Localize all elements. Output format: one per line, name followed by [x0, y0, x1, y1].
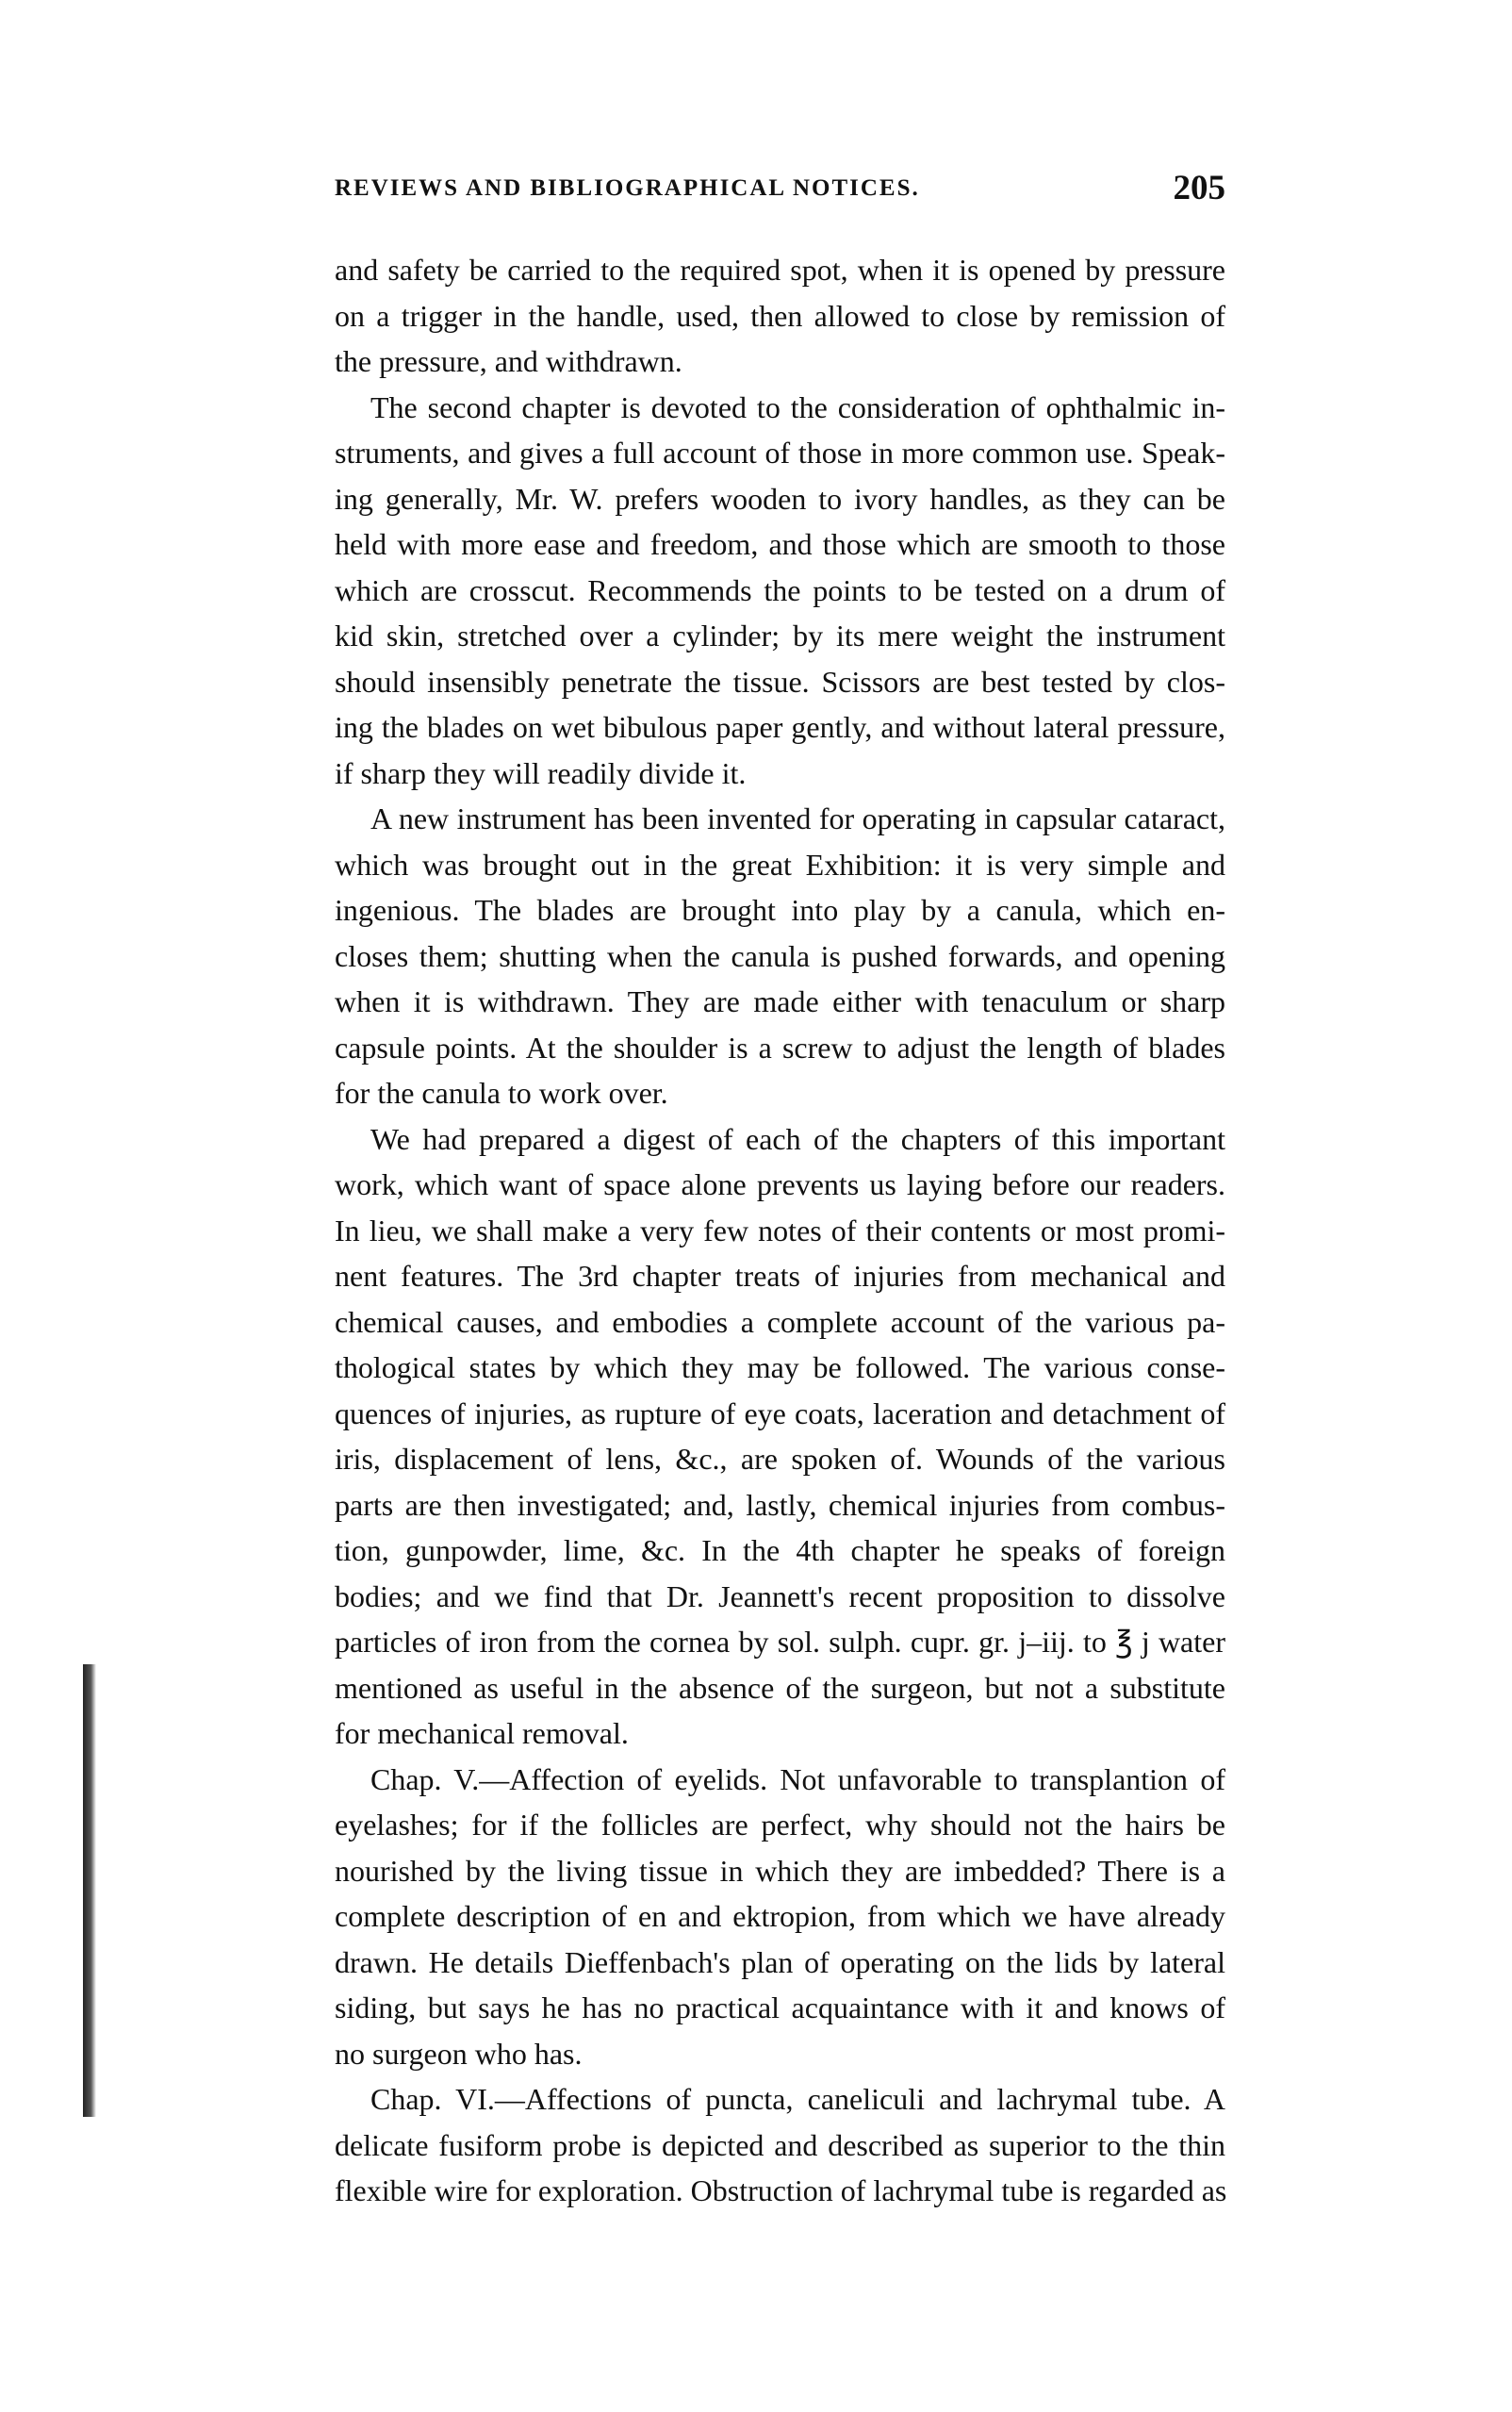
text-line: thological states by which they may be followed. The various conse- — [335, 1350, 1225, 1384]
text-line: flexible wire for exploration. Obstruction of lachrymal tube is regarded as — [335, 2173, 1227, 2207]
text-line: eyelashes; for if the follicles are perfect, why should not the hairs be — [335, 1808, 1225, 1842]
text-line: which are crosscut. Recommends the points to be tested on a drum of — [335, 572, 1225, 607]
text-line: on a trigger in the handle, used, then allowed to close by remission of — [335, 298, 1225, 333]
text-line: nourished by the living tissue in which they are imbedded? There is a — [335, 1853, 1225, 1888]
text-line: should insensibly penetrate the tissue. Scissors are best tested by clos- — [335, 664, 1225, 699]
text-line: In lieu, we shall make a very few notes of their contents or most promi- — [335, 1213, 1225, 1247]
text-line: no surgeon who has. — [335, 2036, 583, 2071]
text-line: drawn. He details Dieffenbach's plan of operating on the lids by lateral — [335, 1944, 1225, 1979]
text-line: mentioned as useful in the absence of the surgeon, but not a substitute — [335, 1670, 1225, 1705]
text-line: held with more ease and freedom, and those which are smooth to those — [335, 527, 1225, 561]
running-title: REVIEWS AND BIBLIOGRAPHICAL NOTICES. — [335, 175, 920, 201]
text-line: and safety be carried to the required spot, when it is opened by pressure — [335, 253, 1225, 287]
text-line: kid skin, stretched over a cylinder; by its mere weight the instrument — [335, 619, 1225, 653]
text-line: Chap. V.—Affection of eyelids. Not unfavorable to transplantion of — [370, 1761, 1225, 1796]
text-line: which was brought out in the great Exhibition: it is very simple and — [335, 847, 1225, 882]
text-line: if sharp they will readily divide it. — [335, 755, 747, 790]
text-line: tion, gunpowder, lime, &c. In the 4th chapter he speaks of foreign — [335, 1533, 1225, 1567]
text-line: when it is withdrawn. They are made either with tenaculum or sharp — [335, 984, 1225, 1018]
text-line: complete description of en and ektropion, from which we have already — [335, 1899, 1225, 1933]
text-line: ing generally, Mr. W. prefers wooden to ivory handles, as they can be — [335, 481, 1225, 516]
text-line: the pressure, and withdrawn. — [335, 344, 682, 378]
text-line: ing the blades on wet bibulous paper gently, and without lateral pressure, — [335, 710, 1225, 744]
text-line: chemical causes, and embodies a complete account of the various pa- — [335, 1304, 1225, 1339]
body-text — [94, 247, 1225, 2214]
text-line: bodies; and we find that Dr. Jeannett's recent proposition to dissolve — [335, 1578, 1225, 1613]
page-number: 205 — [1173, 169, 1225, 207]
text-line: We had prepared a digest of each of the chapters of this important — [370, 1121, 1225, 1156]
text-line: delicate fusiform probe is depicted and described as superior to the thin — [335, 2127, 1225, 2162]
text-line: particles of iron from the cornea by sol. sulph. cupr. gr. j–iij. to ℥ j water — [335, 1625, 1225, 1659]
running-head — [335, 169, 1225, 213]
text-line: A new instrument has been invented for operating in capsular cataract, — [370, 801, 1225, 835]
text-line: closes them; shutting when the canula is pushed forwards, and opening — [335, 938, 1225, 973]
text-line: Chap. VI.—Affections of puncta, caneliculi and lachrymal tube. A — [370, 2082, 1225, 2116]
text-line: for the canula to work over. — [335, 1076, 668, 1110]
text-line: siding, but says he has no practical acquaintance with it and knows of — [335, 1991, 1225, 2024]
text-line: quences of injuries, as rupture of eye coats, laceration and detachment of — [335, 1396, 1225, 1430]
text-line: for mechanical removal. — [335, 1716, 629, 1750]
text-line: nent features. The 3rd chapter treats of injuries from mechanical and — [335, 1259, 1225, 1293]
text-line: capsule points. At the shoulder is a screw to adjust the length of blades — [335, 1030, 1225, 1065]
text-line: iris, displacement of lens, &c., are spoken of. Wounds of the various — [335, 1442, 1225, 1476]
text-line: work, which want of space alone prevents us laying before our readers. — [335, 1167, 1225, 1201]
text-line: ingenious. The blades are brought into play by a canula, which en- — [335, 893, 1225, 927]
text-line: parts are then investigated; and, lastly, chemical injuries from combus- — [335, 1487, 1225, 1522]
text-line: The second chapter is devoted to the consideration of ophthalmic in- — [370, 389, 1225, 424]
text-line: struments, and gives a full account of those in more common use. Speak- — [335, 436, 1225, 470]
